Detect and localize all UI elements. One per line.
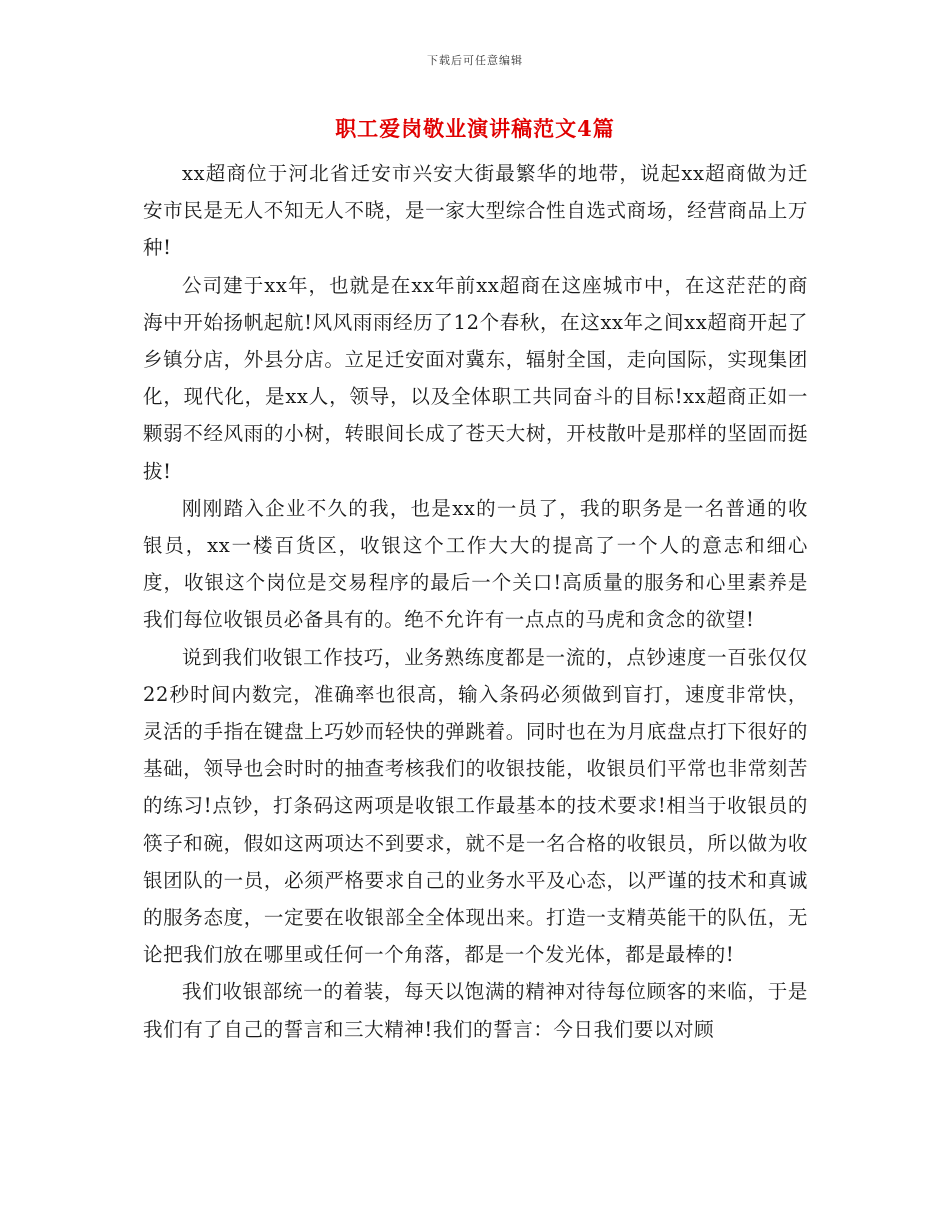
paragraph: 公司建于xx年，也就是在xx年前xx超商在这座城市中，在这茫茫的商海中开始扬帆起航!风风雨雨经历了12个春秋，在这xx年之间xx超商开起了乡镇分店，外县分店。立足迁安面对冀东，辐射全国，走向国际，实现集团化，现代化，是xx人，领导，以及全体职工共同奋斗的目标!xx超商正如一颗弱不经风雨的小树，转眼间长成了苍天大树，开枝散叶是那样的坚固而挺拔! [143, 273, 808, 483]
paragraph: 我们收银部统一的着装，每天以饱满的精神对待每位顾客的来临，于是我们有了自己的誓言和三大精神!我们的誓言：今日我们要以对顾 [143, 980, 808, 1041]
paragraph: 说到我们收银工作技巧，业务熟练度都是一流的，点钞速度一百张仅仅22秒时间内数完，准确率也很高，输入条码必须做到盲打，速度非常快，灵活的手指在键盘上巧妙而轻快的弹跳着。同时也在为月底盘点打下很好的基础，领导也会时时的抽查考核我们的收银技能，收银员们平常也非常刻苦的练习!点钞，打条码这两项是收银工作最基本的技术要求!相当于收银员的筷子和碗，假如这两项达不到要求，就不是一名合格的收银员，所以做为收银团队的一员，必须严格要求自己的业务水平及心态，以严谨的技术和真诚的服务态度，一定要在收银部全全体现出来。打造一支精英能干的队伍，无论把我们放在哪里或任何一个角落，都是一个发光体，都是最棒的! [143, 645, 808, 967]
page-header-note: 下载后可任意编辑 [427, 54, 523, 67]
document-body [143, 155, 808, 1048]
document-title: 职工爱岗敬业演讲稿范文4篇 [335, 116, 615, 141]
paragraph: xx超商位于河北省迁安市兴安大街最繁华的地带，说起xx超商做为迁安市民是无人不知无人不晓，是一家大型综合性自选式商场，经营商品上万种! [143, 162, 808, 260]
paragraph: 刚刚踏入企业不久的我，也是xx的一员了，我的职务是一名普通的收银员，xx一楼百货区，收银这个工作大大的提高了一个人的意志和细心度，收银这个岗位是交易程序的最后一个关口!高质量的服务和心里素养是我们每位收银员必备具有的。绝不允许有一点点的马虎和贪念的欲望! [143, 496, 808, 632]
